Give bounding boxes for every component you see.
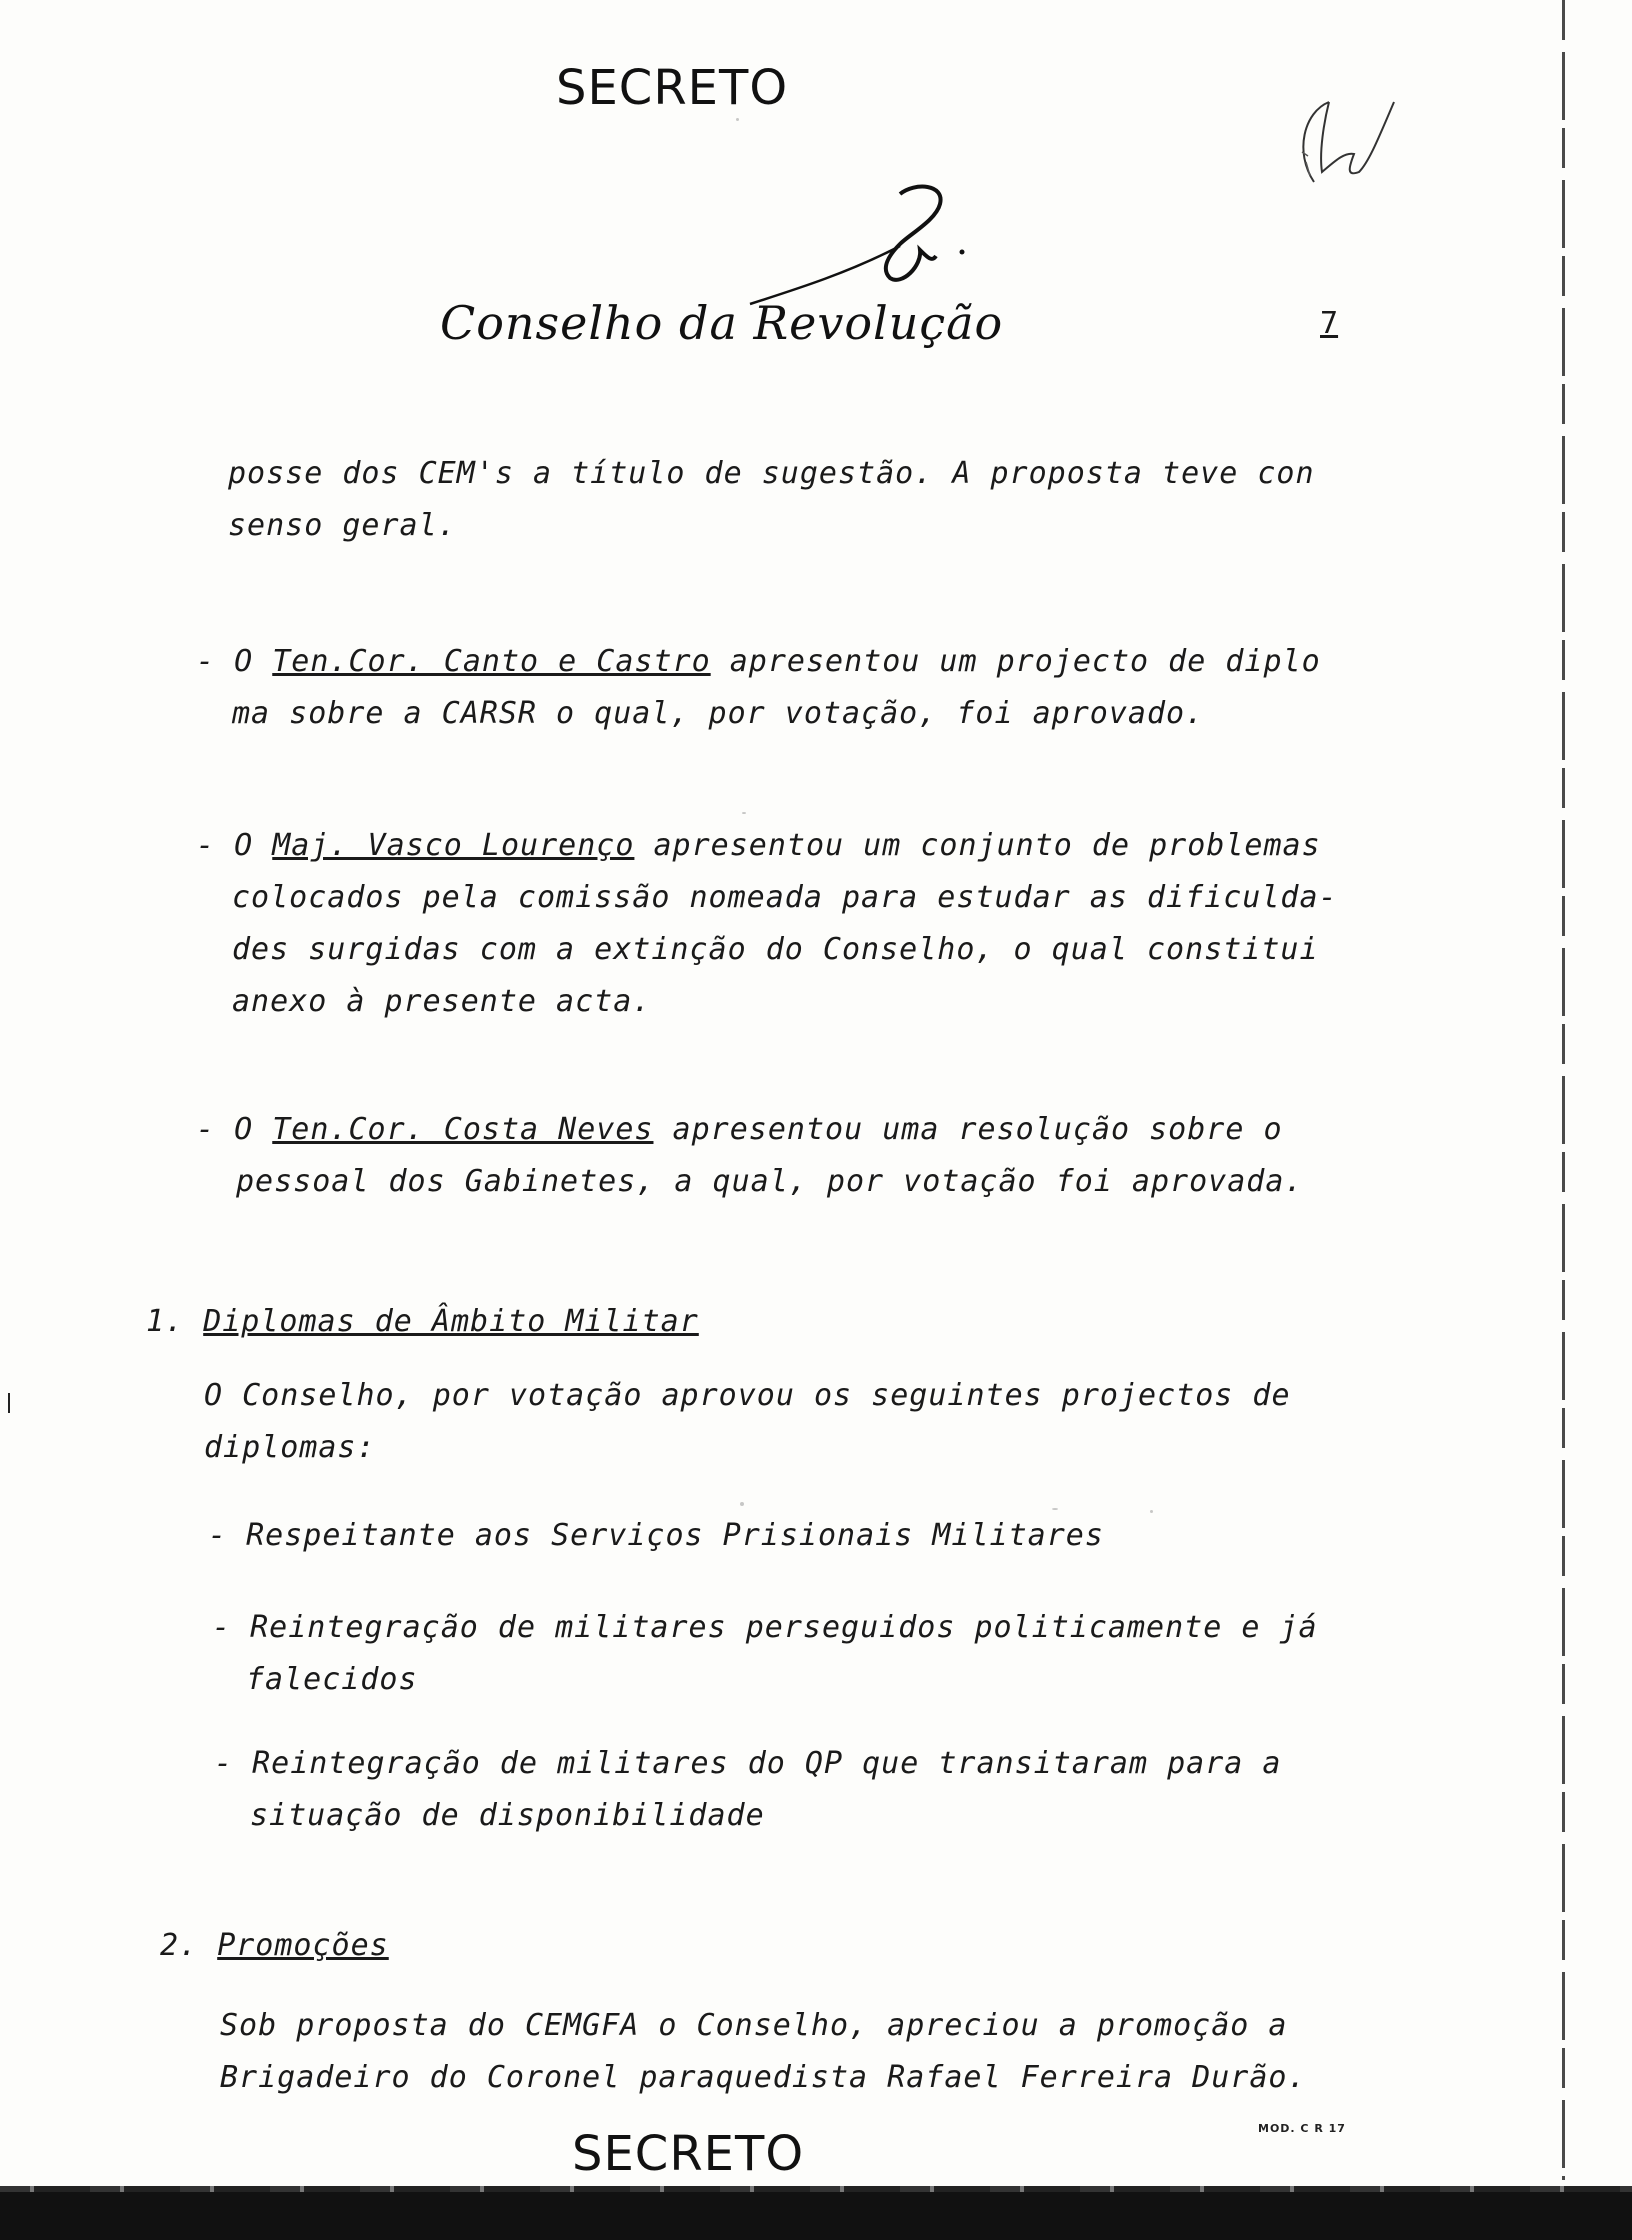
paragraph-line	[196, 636, 1321, 688]
paragraph-line: Sob proposta do CEMGFA o Conselho, apreciou a promoção a	[220, 2008, 1288, 2043]
bullet-prefix: - O	[196, 644, 273, 679]
list-item: - Reintegração de militares do QP que transitaram para a	[214, 1746, 1282, 1781]
bullet-prefix: - O	[196, 1112, 273, 1147]
form-code: MOD. C R 17	[1258, 2122, 1346, 2135]
paragraph-line	[196, 1104, 1283, 1156]
section-title: Promoções	[217, 1928, 389, 1963]
paragraph-line: anexo à presente acta.	[232, 984, 652, 1019]
classification-stamp-top: SECRETO	[556, 60, 789, 116]
paragraph-line: senso geral.	[228, 508, 457, 543]
member-name: Maj. Vasco Lourenço	[272, 828, 635, 863]
scan-speck	[740, 1502, 744, 1506]
section-heading	[146, 1296, 699, 1348]
section-number: 1.	[146, 1304, 204, 1339]
bullet-prefix: - O	[196, 828, 273, 863]
paragraph-line: Brigadeiro do Coronel paraquedista Rafael Ferreira Durão.	[220, 2060, 1307, 2095]
paragraph-line: posse dos CEM's a título de sugestão. A proposta teve con	[228, 456, 1315, 491]
paragraph-text: apresentou uma resolução sobre o	[653, 1112, 1283, 1147]
scan-mark	[8, 1393, 10, 1413]
list-item: situação de disponibilidade	[250, 1798, 765, 1833]
paragraph-text: apresentou um projecto de diplo	[710, 644, 1321, 679]
paragraph-line	[196, 820, 1321, 872]
paragraph-line: diplomas:	[204, 1430, 376, 1465]
letterhead-title: Conselho da Revolução	[440, 296, 1004, 350]
scan-speck	[742, 812, 746, 814]
member-name: Ten.Cor. Canto e Castro	[272, 644, 711, 679]
paragraph-line: O Conselho, por votação aprovou os seguintes projectos de	[204, 1378, 1291, 1413]
member-name: Ten.Cor. Costa Neves	[272, 1112, 654, 1147]
scan-speck	[736, 118, 739, 121]
list-item: falecidos	[246, 1662, 418, 1697]
section-heading	[160, 1920, 389, 1972]
paragraph-line: colocados pela comissão nomeada para estudar as dificulda-	[232, 880, 1338, 915]
scan-speck	[1150, 1510, 1153, 1513]
classification-stamp-bottom: SECRETO	[572, 2126, 805, 2182]
list-item: - Respeitante aos Serviços Prisionais Militares	[208, 1518, 1104, 1553]
paragraph-line: des surgidas com a extinção do Conselho, o qual constitui	[232, 932, 1319, 967]
paragraph-line: ma sobre a CARSR o qual, por votação, foi aprovado.	[232, 696, 1205, 731]
page-number: 7	[1320, 306, 1339, 341]
scan-bottom-edge	[0, 2192, 1632, 2240]
section-number: 2.	[160, 1928, 218, 1963]
paragraph-text: apresentou um conjunto de problemas	[634, 828, 1321, 863]
section-title: Diplomas de Âmbito Militar	[203, 1304, 699, 1339]
scan-edge-rule	[1562, 0, 1565, 2180]
list-item: - Reintegração de militares perseguidos politicamente e já	[212, 1610, 1318, 1645]
paragraph-line: pessoal dos Gabinetes, a qual, por votação foi aprovada.	[236, 1164, 1304, 1199]
